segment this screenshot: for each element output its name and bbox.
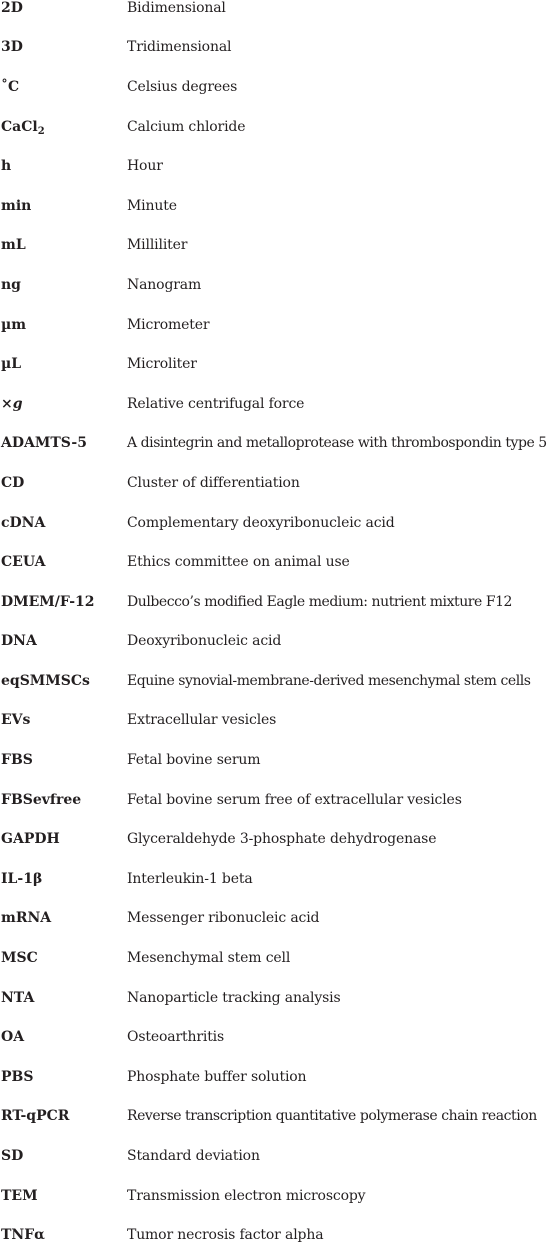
abbreviation-row	[0, 146, 558, 186]
abbreviation-row	[0, 1176, 558, 1216]
abbreviation-term: µm	[1, 316, 27, 333]
abbreviation-row	[0, 265, 558, 305]
abbreviation-row	[0, 819, 558, 859]
abbreviation-definition: Nanogram	[127, 276, 202, 293]
abbreviation-row	[0, 1097, 558, 1137]
abbreviation-definition: Bidimensional	[127, 0, 226, 16]
abbreviation-term: CaCl$_2$	[1, 118, 45, 137]
abbreviation-term: EVs	[1, 712, 31, 729]
abbreviation-definition: Interleukin-1 beta	[127, 870, 253, 887]
abbreviation-definition: Messenger ribonucleic acid	[127, 910, 320, 927]
abbreviation-row	[0, 938, 558, 978]
abbreviation-term: 3D	[1, 39, 23, 56]
abbreviation-definition: Mesenchymal stem cell	[127, 950, 291, 967]
abbreviation-row	[0, 859, 558, 899]
abbreviation-term: mL	[1, 237, 26, 254]
abbreviation-definition: Standard deviation	[127, 1148, 260, 1165]
abbreviation-definition: A disintegrin and metalloprotease with thrombospondin type 5	[127, 435, 547, 452]
abbreviation-definition: Complementary deoxyribonucleic acid	[127, 514, 395, 531]
abbreviation-definition: Nanoparticle tracking analysis	[127, 989, 341, 1006]
abbreviation-term: CD	[1, 474, 25, 491]
abbreviation-row	[0, 503, 558, 543]
abbreviation-row	[0, 1136, 558, 1176]
abbreviation-row	[0, 978, 558, 1018]
abbreviation-term: mRNA	[1, 910, 52, 927]
abbreviation-row	[0, 1017, 558, 1057]
abbreviation-definition: Deoxyribonucleic acid	[127, 633, 282, 650]
abbreviation-term: IL-1β	[1, 870, 43, 887]
abbreviation-definition: Phosphate buffer solution	[127, 1068, 307, 1085]
abbreviation-row	[0, 542, 558, 582]
abbreviation-definition: Reverse transcription quantitative polymerase chain reaction	[127, 1108, 537, 1125]
abbreviation-term: cDNA	[1, 514, 46, 531]
abbreviation-definition: Calcium chloride	[127, 118, 246, 135]
abbreviation-term: min	[1, 197, 32, 214]
abbreviation-term: ˚C	[1, 78, 20, 95]
abbreviation-row	[0, 740, 558, 780]
abbreviation-row	[0, 305, 558, 345]
abbreviation-term: GAPDH	[1, 831, 60, 848]
abbreviation-term: SD	[1, 1148, 24, 1165]
abbreviation-row	[0, 463, 558, 503]
abbreviation-definition: Equine synovial-membrane-derived mesenchymal stem cells	[127, 672, 531, 689]
abbreviation-definition: Minute	[127, 197, 177, 214]
abbreviation-term: PBS	[1, 1068, 34, 1085]
abbreviation-definition: Milliliter	[127, 237, 188, 254]
abbreviation-definition: Transmission electron microscopy	[127, 1187, 366, 1204]
abbreviation-term: ×g	[1, 395, 23, 412]
abbreviation-row	[0, 661, 558, 701]
abbreviation-row	[0, 384, 558, 424]
abbreviation-definition: Ethics committee on animal use	[127, 554, 350, 571]
abbreviation-row	[0, 780, 558, 820]
abbreviation-row	[0, 107, 558, 147]
abbreviation-term: TNFα	[1, 1227, 45, 1244]
abbreviation-row	[0, 344, 558, 384]
abbreviation-term: 2D	[1, 0, 23, 16]
abbreviation-term: µL	[1, 356, 22, 373]
abbreviation-definition: Microliter	[127, 356, 197, 373]
abbreviation-definition: Osteoarthritis	[127, 1029, 225, 1046]
abbreviation-definition: Relative centrifugal force	[127, 395, 305, 412]
abbreviation-term: ADAMTS-5	[1, 435, 87, 452]
abbreviation-row	[0, 1215, 558, 1255]
abbreviation-term: FBS	[1, 752, 33, 769]
abbreviation-row	[0, 186, 558, 226]
abbreviation-term: OA	[1, 1029, 25, 1046]
abbreviation-row	[0, 226, 558, 266]
abbreviation-term: NTA	[1, 989, 35, 1006]
abbreviation-term: CEUA	[1, 554, 46, 571]
abbreviation-row	[0, 1057, 558, 1097]
abbreviation-row	[0, 0, 558, 28]
abbreviation-row	[0, 582, 558, 622]
abbreviation-definition: Glyceraldehyde 3-phosphate dehydrogenase	[127, 831, 437, 848]
abbreviation-row	[0, 67, 558, 107]
abbreviation-term: TEM	[1, 1187, 38, 1204]
abbreviation-term: h	[1, 158, 12, 175]
abbreviation-row	[0, 28, 558, 68]
abbreviation-definition: Cluster of differentiation	[127, 474, 300, 491]
abbreviation-definition: Tumor necrosis factor alpha	[127, 1227, 324, 1244]
abbreviation-definition: Dulbecco’s modified Eagle medium: nutrient mixture F12	[127, 593, 513, 610]
abbreviation-definition: Hour	[127, 158, 163, 175]
abbreviation-row	[0, 701, 558, 741]
abbreviation-term: RT-qPCR	[1, 1108, 70, 1125]
abbreviation-term: eqSMMSCs	[1, 672, 90, 689]
abbreviation-term: ng	[1, 276, 21, 293]
abbreviation-definition: Fetal bovine serum	[127, 752, 261, 769]
abbreviation-definition: Micrometer	[127, 316, 210, 333]
abbreviation-definition: Tridimensional	[127, 39, 232, 56]
abbreviation-definition: Extracellular vesicles	[127, 712, 277, 729]
abbreviation-term: MSC	[1, 950, 38, 967]
abbreviation-term: DMEM/F-12	[1, 593, 95, 610]
abbreviation-row	[0, 424, 558, 464]
abbreviation-row	[0, 622, 558, 662]
abbreviation-definition: Fetal bovine serum free of extracellular vesicles	[127, 791, 462, 808]
abbreviation-term: FBSevfree	[1, 791, 82, 808]
abbreviation-definition: Celsius degrees	[127, 78, 238, 95]
abbreviation-term: DNA	[1, 633, 37, 650]
abbreviation-row	[0, 899, 558, 939]
